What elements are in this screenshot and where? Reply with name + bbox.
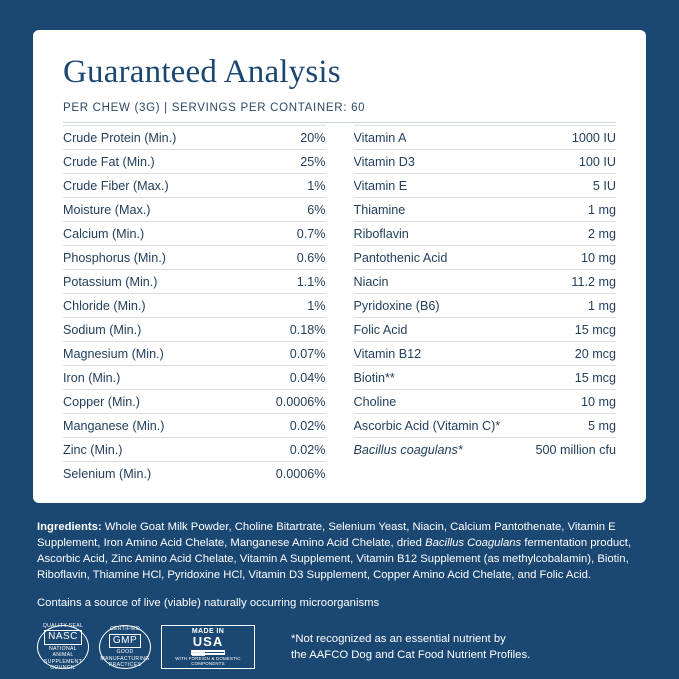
nutrient-name: Vitamin E [353, 178, 408, 193]
nutrient-name: Zinc (Min.) [63, 442, 123, 457]
nutrient-name: Magnesium (Min.) [63, 346, 164, 361]
table-row [354, 294, 617, 318]
nutrient-value: 0.07% [289, 346, 326, 361]
table-row [354, 150, 617, 174]
nutrient-value: 0.6% [296, 250, 326, 265]
footnote [291, 631, 530, 664]
nutrient-name: Bacillus coagulans* [353, 442, 463, 457]
nutrient-value: 5 mg [588, 418, 616, 433]
nutrient-name: Calcium (Min.) [63, 226, 145, 241]
nutrient-name: Manganese (Min.) [63, 418, 165, 433]
nutrient-name: Crude Protein (Min.) [63, 130, 177, 145]
nutrient-value: 1% [307, 298, 326, 313]
nutrient-name: Sodium (Min.) [63, 322, 142, 337]
nutrient-name: Crude Fat (Min.) [63, 154, 155, 169]
table-row [63, 222, 326, 246]
nutrient-name: Thiamine [353, 202, 406, 217]
ingredients-text-2: fermentation product, Ascorbic Acid, Zinc Amino Acid Chelate, Vitamin A Supplement, Vitamin B12 Supplement (as methylcobalamin), Biotin, Riboflavin, Thiamine HCl, Pyridoxine HCl, Vitamin D3 Supplement, Copper Amino Acid Chelate, and Folic Acid. [37, 537, 632, 582]
table-row [354, 390, 617, 414]
table-row [354, 198, 617, 222]
nutrient-value: 6% [307, 202, 326, 217]
usa-flag-icon [191, 650, 225, 655]
nutrient-name: Selenium (Min.) [63, 466, 152, 481]
table-row [63, 174, 326, 198]
nutrient-value: 20 mcg [574, 346, 616, 361]
nutrient-name: Chloride (Min.) [63, 298, 146, 313]
nutrient-value: 10 mg [580, 250, 616, 265]
table-row [354, 414, 617, 438]
nasc-seal-top: QUALITY SEAL [42, 622, 84, 629]
table-row [63, 198, 326, 222]
ingredients-text-1: Whole Goat Milk Powder, Choline Bitartrate, Selenium Yeast, Niacin, Calcium Pantothenate, Vitamin E Supplement, Iron Amino Acid Chelate, Manganese Amino Acid Chelate, dried [37, 521, 616, 550]
nutrient-value: 0.04% [289, 370, 326, 385]
nutrient-value: 1.1% [296, 274, 326, 289]
nutrient-name: Phosphorus (Min.) [63, 250, 166, 265]
nutrient-name: Crude Fiber (Max.) [63, 178, 169, 193]
made-in-usa-seal-icon [161, 625, 255, 669]
ingredients-label: Ingredients: [37, 521, 102, 534]
made-in-usa-line1: MADE IN [191, 628, 225, 636]
nutrient-name: Choline [353, 394, 397, 409]
footnote-line-2: the AAFCO Dog and Cat Food Nutrient Profiles. [291, 649, 531, 662]
nutrient-name: Pyridoxine (B6) [353, 298, 440, 313]
table-row [354, 438, 617, 461]
nutrient-name: Pantothenic Acid [353, 250, 448, 265]
table-row [63, 390, 326, 414]
nutrient-name: Folic Acid [353, 322, 408, 337]
nutrient-name: Riboflavin [353, 226, 409, 241]
nutrient-value: 0.0006% [275, 466, 326, 481]
ingredients-paragraph [33, 519, 646, 583]
nutrient-name: Ascorbic Acid (Vitamin C)* [353, 418, 501, 433]
nutrient-value: 1 mg [588, 298, 616, 313]
nutrient-value: 100 IU [578, 154, 616, 169]
page-title: Guaranteed Analysis [63, 54, 341, 90]
nutrient-value: 11.2 mg [571, 274, 616, 289]
nutrient-value: 15 mcg [574, 322, 616, 337]
guaranteed-analysis-card [33, 30, 646, 503]
made-in-usa-line3: WITH FOREIGN & DOMESTIC COMPONENTS [175, 656, 241, 667]
nutrient-name: Vitamin B12 [353, 346, 422, 361]
table-row [63, 462, 326, 485]
table-row [354, 270, 617, 294]
nutrient-name: Moisture (Max.) [63, 202, 151, 217]
table-row [63, 366, 326, 390]
table-row [63, 414, 326, 438]
footer [33, 622, 646, 672]
nutrient-value: 0.02% [289, 418, 326, 433]
nutrient-value: 0.0006% [275, 394, 326, 409]
nutrient-value: 2 mg [588, 226, 616, 241]
nutrient-name: Vitamin D3 [353, 154, 415, 169]
analysis-column-left [63, 125, 340, 485]
nutrient-value: 25% [300, 154, 326, 169]
serving-info: PER CHEW (3G) | SERVINGS PER CONTAINER: 60 [63, 102, 366, 115]
nutrient-value: 500 million cfu [535, 442, 616, 457]
table-row [354, 222, 617, 246]
nutrient-value: 1% [307, 178, 326, 193]
ingredients-italic-term: Bacillus Coagulans [425, 537, 522, 550]
nasc-seal-icon [37, 622, 89, 672]
table-row [63, 246, 326, 270]
table-row [63, 294, 326, 318]
table-row [354, 318, 617, 342]
nasc-seal-bottom: NATIONAL ANIMAL SUPPLEMENT COUNCIL [43, 645, 83, 672]
nutrient-value: 0.7% [296, 226, 326, 241]
nutrient-value: 0.18% [289, 322, 326, 337]
table-row [63, 318, 326, 342]
made-in-usa-line2: USA [192, 634, 224, 650]
gmp-seal-label: GMP [109, 634, 141, 649]
table-row [354, 366, 617, 390]
gmp-seal-top: CERTIFIED [110, 626, 140, 633]
table-row [63, 438, 326, 462]
nutrient-name: Iron (Min.) [63, 370, 121, 385]
nutrient-value: 1000 IU [571, 130, 616, 145]
nutrient-value: 10 mg [580, 394, 616, 409]
footnote-line-1: *Not recognized as an essential nutrient by [291, 633, 506, 646]
nutrient-name: Copper (Min.) [63, 394, 140, 409]
nutrient-value: 1 mg [588, 202, 616, 217]
nutrient-name: Vitamin A [353, 130, 407, 145]
table-row [354, 125, 617, 150]
nutrient-name: Potassium (Min.) [63, 274, 158, 289]
table-row [63, 150, 326, 174]
nutrient-value: 15 mcg [574, 370, 616, 385]
table-row [63, 270, 326, 294]
table-row [354, 246, 617, 270]
title-divider [63, 122, 616, 123]
contains-statement: Contains a source of live (viable) naturally occurring microorganisms [37, 597, 380, 610]
table-row [354, 342, 617, 366]
analysis-column-right [340, 125, 617, 485]
gmp-seal-icon [99, 625, 151, 669]
table-row [354, 174, 617, 198]
nutrient-name: Biotin** [353, 370, 395, 385]
nasc-seal-label: NASC [44, 630, 82, 645]
gmp-seal-bottom: GOOD MANUFACTURING PRACTICES [100, 649, 150, 669]
certification-seals [37, 622, 255, 672]
nutrient-value: 5 IU [592, 178, 616, 193]
table-row [63, 125, 326, 150]
nutrient-name: Niacin [353, 274, 389, 289]
nutrient-value: 20% [300, 130, 326, 145]
analysis-columns [63, 125, 616, 485]
table-row [63, 342, 326, 366]
nutrient-value: 0.02% [289, 442, 326, 457]
